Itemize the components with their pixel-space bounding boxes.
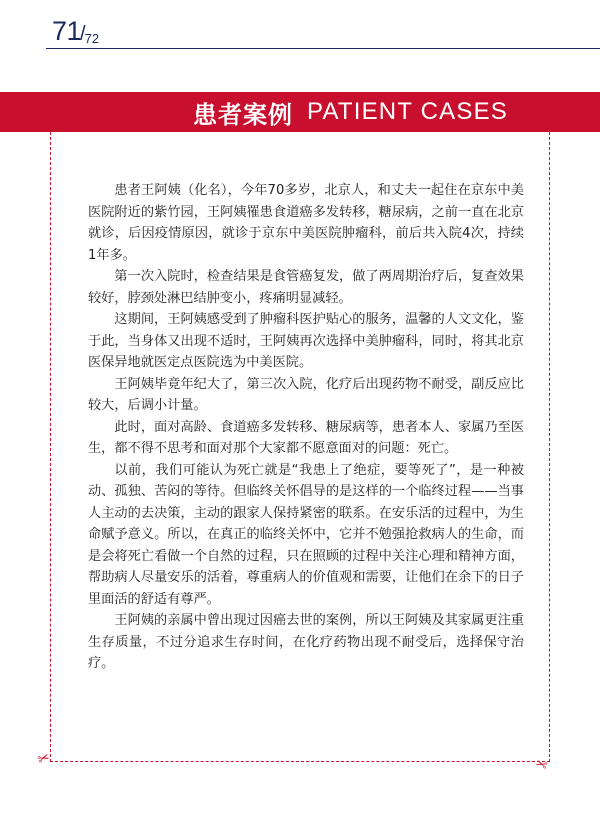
- header-rule: [46, 48, 600, 49]
- page-current: 71: [52, 16, 82, 46]
- paragraph: 王阿姨的亲属中曾出现过因癌去世的案例，所以王阿姨及其家属更注重生存质量，不过分追求生存时间，在化疗药物出现不耐受后，选择保守治疗。: [88, 613, 524, 671]
- paragraph: 患者王阿姨（化名），今年70多岁，北京人，和丈夫一起住在京东中美医院附近的紫竹园，王阿姨罹患食道癌多发转移，糖尿病，之前一直在北京就诊，后因疫情原因，就诊于京东中美医院肿瘤科，前后共入院4次，持续1年多。: [88, 183, 524, 263]
- paragraph: 以前，我们可能认为死亡就是“我患上了绝症，要等死了”，是一种被动、孤独、苦闷的等待。但临终关怀倡导的是这样的一个临终过程——当事人主动的去决策，主动的跟家人保持紧密的联系。在安乐活的过程中，为生命赋予意义。所以，在真正的临终关怀中，它并不勉强抢救病人的生命，而是会将死亡看做一个自然的过程，只在照顾的过程中关注心理和精神方面，帮助病人尽量安乐的活着，尊重病人的价值观和需要，让他们在余下的日子里面活的舒适有尊严。: [88, 462, 524, 607]
- article-body: [88, 180, 524, 675]
- page-total: 72: [84, 31, 100, 46]
- page-number: [52, 16, 99, 47]
- paragraph: 此时，面对高龄、食道癌多发转移、糖尿病等，患者本人、家属乃至医生，都不得不思考和面对那个大家都不愿意面对的问题：死亡。: [88, 419, 524, 456]
- banner-title-zh: 患者案例: [193, 100, 294, 129]
- scissors-icon: ✂: [35, 749, 53, 769]
- banner-title-en: PATIENT CASES: [307, 98, 508, 125]
- paragraph: 第一次入院时，检查结果是食管癌复发，做了两周期治疗后，复查效果较好，脖颈处淋巴结肿变小，疼痛明显减轻。: [88, 269, 524, 306]
- section-banner: [0, 92, 600, 132]
- paragraph: 这期间，王阿姨感受到了肿瘤科医护贴心的服务，温馨的人文文化，鉴于此，当身体又出现不适时，王阿姨再次选择中美肿瘤科，同时，将其北京医保异地就医定点医院选为中美医院。: [88, 312, 524, 370]
- scissors-icon: ✂: [533, 753, 551, 773]
- paragraph: 王阿姨毕竟年纪大了，第三次入院，化疗后出现药物不耐受，副反应比较大，后调小计量。: [88, 376, 524, 413]
- page-slash: /: [80, 23, 86, 45]
